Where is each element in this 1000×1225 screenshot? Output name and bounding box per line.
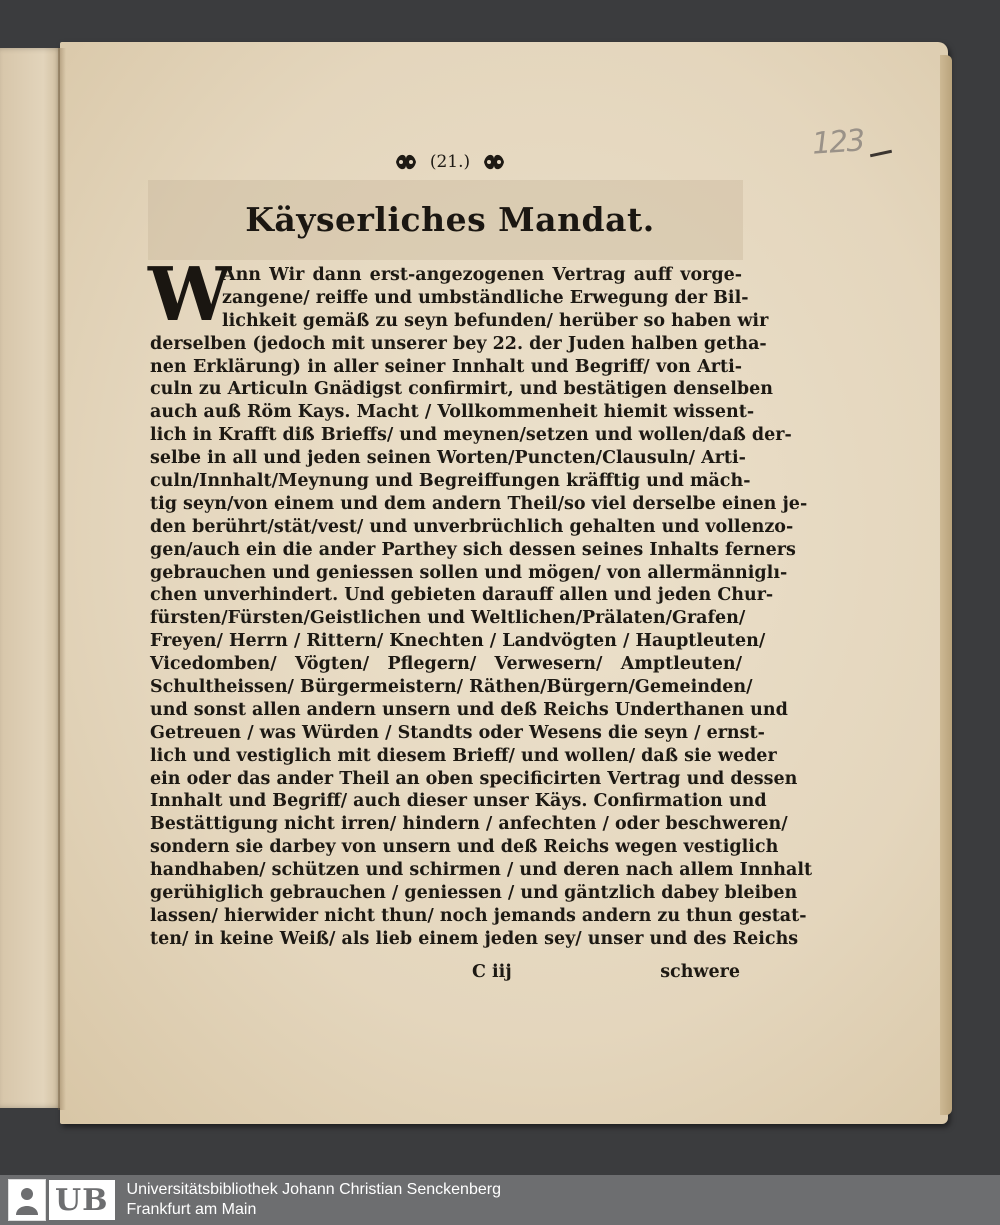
text-line: Bestättigung nicht irren/ hindern / anfechten / oder beschweren/ — [150, 814, 788, 835]
text-line: chen unverhindert. Und gebieten darauff allen und jeden Chur- — [150, 585, 774, 606]
text-line: fürsten/Fürsten/Geistlichen und Weltlichen/Prälaten/Grafen/ — [150, 608, 746, 629]
text-line: selbe in all und jeden seinen Worten/Puncten/Clausuln/ Arti- — [150, 448, 746, 469]
text-line: den berührt/stät/vest/ und unverbrüchlich gehalten und vollenzo- — [150, 516, 794, 537]
text-line: Schultheissen/ Bürgermeistern/ Räthen/Bürgern/Gemeinden/ — [150, 677, 753, 698]
library-logo[interactable] — [6, 1179, 115, 1221]
text-line: nen Erklärung) in aller seiner Innhalt und Begriff/ von Arti- — [150, 356, 742, 377]
pencil-annotation: 123 — [810, 123, 865, 162]
fleuron-left-icon — [392, 149, 420, 175]
text-line: lassen/ hierwider nicht thun/ noch jemands andern zu thun gestat- — [150, 905, 807, 926]
text-line: gebrauchen und geniessen sollen und mögen/ von allermänniglı- — [150, 562, 788, 583]
dropcap-initial: W — [148, 252, 232, 338]
text-line: Ann Wir dann erst-angezogenen Vertrag auff vorge- — [222, 265, 742, 285]
text-line: handhaben/ schützen und schirmen / und deren nach allem Innhalt — [150, 860, 813, 881]
page-title: Käyserliches Mandat. — [245, 200, 655, 239]
text-line: Getreuen / was Würden / Standts oder Wesens die seyn / ernst- — [150, 722, 765, 743]
left-page-fragment — [0, 48, 62, 1108]
catchline — [150, 962, 742, 986]
footer-bar — [0, 1175, 1000, 1225]
text-line: auch auß Röm Kays. Macht / Vollkommenheit hiemit wissent- — [150, 402, 755, 423]
text-line: gen/auch ein die ander Parthey sich dessen seines Inhalts ferners — [150, 539, 796, 560]
text-line: Innhalt und Begriff/ auch dieser unser Käys. Confirmation und — [150, 791, 767, 812]
text-line: gerühiglich gebrauchen / geniessen / und gäntzlich dabey bleiben — [150, 883, 798, 904]
signature-mark: C iij — [472, 962, 512, 982]
text-line: sondern sie darbey von unsern und deß Reichs wegen vestiglich — [150, 837, 779, 858]
text-line: ten/ in keine Weiß/ als lieb einem jeden sey/ unser und des Reichs — [150, 928, 799, 949]
seal-icon — [8, 1179, 46, 1221]
catchword: schwere — [660, 962, 740, 982]
institution-line-2: Frankfurt am Main — [126, 1201, 257, 1218]
text-line: ein oder das ander Theil an oben specificirten Vertrag und dessen — [150, 768, 798, 789]
ub-logo-text: UB — [49, 1180, 115, 1220]
text-line: Freyen/ Herrn / Rittern/ Knechten / Landvögten / Hauptleuten/ — [150, 631, 766, 652]
text-line: tig seyn/von einem und dem andern Theil/so viel derselbe einen je- — [150, 493, 808, 514]
page-edge — [940, 55, 952, 1115]
fleuron-right-icon — [480, 149, 508, 175]
body-text — [148, 252, 813, 951]
page-number-header — [390, 145, 510, 179]
text-line: zangene/ reiffe und umbständliche Erwegung der Bil- — [222, 287, 749, 308]
institution-line-1: Universitätsbibliothek Johann Christian Senckenberg — [126, 1181, 501, 1198]
text-line: derselben (jedoch mit unserer bey 22. der Juden halben getha- — [150, 333, 767, 354]
text-line: lich und vestiglich mit diesem Brieff/ und wollen/ daß sie weder — [150, 745, 777, 766]
text-line: Vicedomben/ Vögten/ Pflegern/ Verwesern/ Amptleuten/ — [150, 654, 742, 675]
book-gutter — [58, 48, 66, 1110]
text-line: culn zu Articuln Gnädigst confirmirt, und bestätigen denselben — [150, 379, 773, 400]
text-line: lich in Krafft diß Brieffs/ und meynen/setzen und wollen/daß der- — [150, 425, 792, 446]
text-line: lichkeit gemäß zu seyn befunden/ herüber so haben wir — [222, 310, 769, 331]
text-line: und sonst allen andern unsern und deß Reichs Underthanen und — [150, 699, 788, 720]
page-number: (21.) — [429, 152, 471, 172]
portrait-seal-icon — [12, 1183, 42, 1217]
text-line: culn/Innhalt/Meynung und Begreiffungen kräfftig und mäch- — [150, 471, 751, 492]
institution-name — [127, 1180, 501, 1220]
